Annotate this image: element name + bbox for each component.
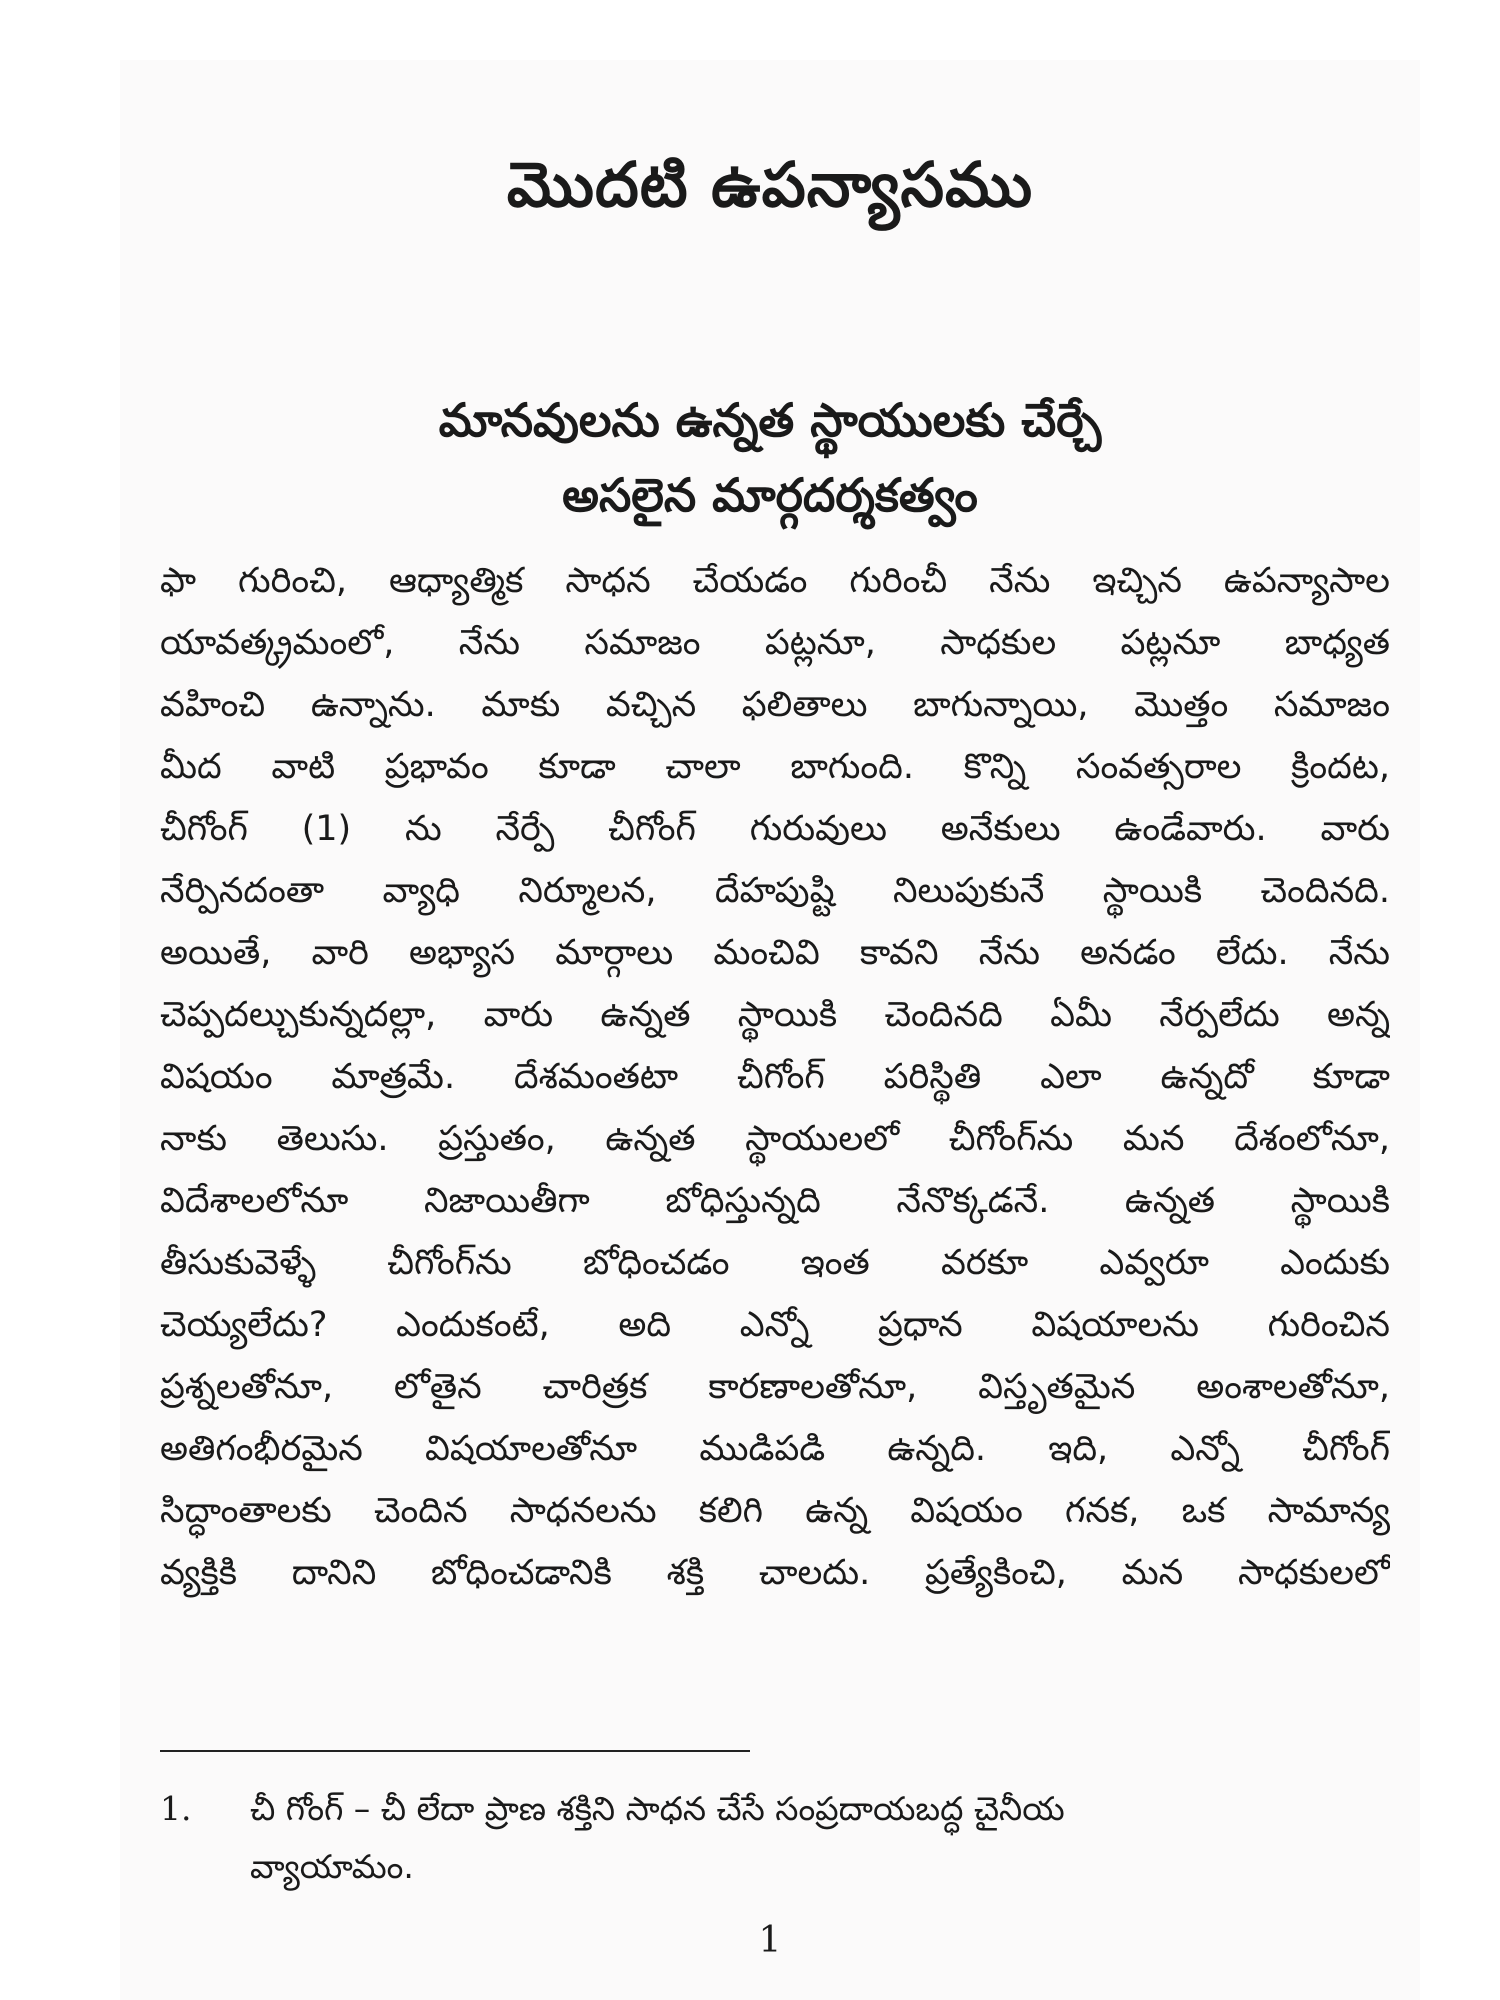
body-line: చీగోంగ్ (1) ను నేర్పే చీగోంగ్ గురువులు అనేకులు ఉండేవారు. వారు bbox=[160, 809, 1390, 849]
section-title-line-2: అసలైన మార్గదర్శకత్వం bbox=[562, 468, 978, 522]
book-page bbox=[120, 60, 1420, 2000]
body-line: అయితే, వారి అభ్యాస మార్గాలు మంచివి కావని నేను అనడం లేదు. నేను bbox=[160, 933, 1390, 973]
body-line: నాకు తెలుసు. ప్రస్తుతం, ఉన్నత స్థాయులలో చీగోంగ్‌ను మన దేశంలోనూ, bbox=[160, 1119, 1390, 1159]
body-line: అతిగంభీరమైన విషయాలతోనూ ముడిపడి ఉన్నది. ఇది, ఎన్నో చీగోంగ్ bbox=[160, 1429, 1390, 1469]
body-line: తీసుకువెళ్ళే చీగోంగ్‌ను బోధించడం ఇంత వరకూ ఎవ్వరూ ఎందుకు bbox=[160, 1243, 1390, 1283]
body-line: మీద వాటి ప్రభావం కూడా చాలా బాగుంది. కొన్ని సంవత్సరాల క్రిందట, bbox=[160, 747, 1390, 787]
chapter-title: మొదటి ఉపన్యాసము bbox=[506, 148, 1034, 221]
body-line: విషయం మాత్రమే. దేశమంతటా చీగోంగ్ పరిస్థితి ఎలా ఉన్నదో కూడా bbox=[160, 1057, 1390, 1097]
footnote-line: వ్యాయామం. bbox=[250, 1847, 414, 1886]
body-paragraph bbox=[160, 550, 1390, 1604]
footnote-number: 1. bbox=[160, 1789, 192, 1828]
body-line: ప్రశ్నలతోనూ, లోతైన చారిత్రక కారణాలతోనూ, విస్తృతమైన అంశాలతోనూ, bbox=[160, 1367, 1390, 1407]
section-title-line-1: మానవులను ఉన్నత స్థాయులకు చేర్చే bbox=[438, 393, 1102, 447]
body-line: చెప్పదల్చుకున్నదల్లా, వారు ఉన్నత స్థాయికి చెందినది ఏమీ నేర్పలేదు అన్న bbox=[160, 995, 1390, 1035]
body-line: సిద్ధాంతాలకు చెందిన సాధనలను కలిగి ఉన్న విషయం గనక, ఒక సామాన్య bbox=[160, 1491, 1390, 1531]
body-line: ఫా గురించి, ఆధ్యాత్మిక సాధన చేయడం గురించీ నేను ఇచ్చిన ఉపన్యాసాల bbox=[160, 561, 1390, 601]
body-line: చెయ్యలేదు? ఎందుకంటే, అది ఎన్నో ప్రధాన విషయాలను గురించిన bbox=[160, 1305, 1390, 1345]
footnote-divider bbox=[160, 1750, 750, 1752]
footnote-text bbox=[250, 1780, 1390, 1896]
body-line: యావత్క్రమంలో, నేను సమాజం పట్లనూ, సాధకుల పట్లనూ బాధ్యత bbox=[160, 623, 1390, 663]
body-line: నేర్పినదంతా వ్యాధి నిర్మూలన, దేహపుష్టి నిలుపుకునే స్థాయికి చెందినది. bbox=[160, 871, 1390, 911]
body-line: వహించి ఉన్నాను. మాకు వచ్చిన ఫలితాలు బాగున్నాయి, మొత్తం సమాజం bbox=[160, 685, 1390, 725]
body-line: విదేశాలలోనూ నిజాయితీగా బోధిస్తున్నది నేనొక్కడనే. ఉన్నత స్థాయికి bbox=[160, 1181, 1390, 1221]
page-number: 1 bbox=[758, 1920, 782, 1961]
body-line: వ్యక్తికి దానిని బోధించడానికి శక్తి చాలదు. ప్రత్యేకించి, మన సాధకులలో bbox=[160, 1553, 1390, 1593]
footnote-line: చీ గోంగ్ – చీ లేదా ప్రాణ శక్తిని సాధన చేసే సంప్రదాయబద్ధ చైనీయ bbox=[250, 1789, 1065, 1828]
